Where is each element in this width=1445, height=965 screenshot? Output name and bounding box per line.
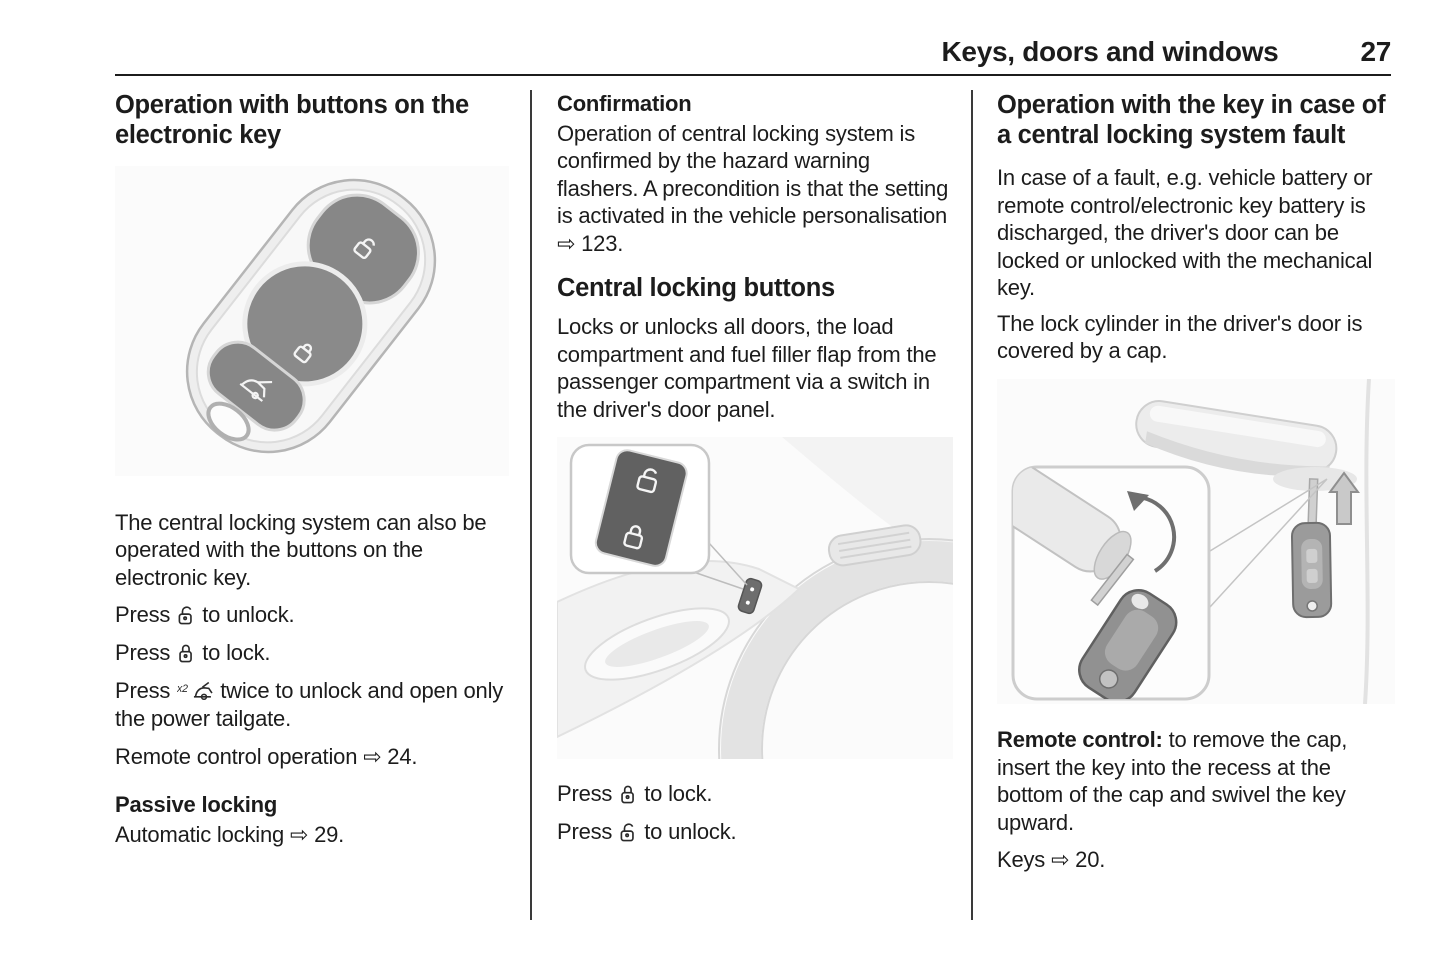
figure-electronic-key — [115, 166, 509, 476]
instruction-press-lock: Press to lock. — [115, 640, 271, 665]
unlock-icon — [619, 821, 637, 843]
column-middle — [557, 90, 957, 846]
reference-remote-control: Remote control operation ⇨ 24. — [115, 744, 418, 769]
section-heading: Operation with buttons on the electronic key — [115, 91, 469, 149]
lock-icon — [619, 783, 637, 805]
instruction-press-lock: Press to lock. — [557, 780, 713, 806]
body-paragraph: In case of a fault, e.g. vehicle battery or remote control/electronic key battery is discharged, the driver's door can be locked or unlocked with the mechanical key. — [997, 165, 1373, 300]
reference-keys: Keys ⇨ 20. — [997, 847, 1106, 872]
body-paragraph: The lock cylinder in the driver's door is covered by a cap. — [997, 310, 1363, 363]
body-paragraph: Operation of central locking system is confirmed by the hazard warning flashers. A precondition is that the setting is activated in the vehicle personalisation ⇨ 123. — [557, 120, 949, 256]
column-left — [115, 90, 513, 848]
page-number: 27 — [1360, 36, 1391, 67]
figure-central-locking-switch — [557, 437, 953, 759]
body-paragraph: Remote control: to remove the cap, insert the key into the recess at the bottom of the cap and swivel the key upward. — [997, 727, 1348, 835]
instruction-press-tailgate: Press x2 twice to unlock and open only the power tailgate. — [115, 678, 504, 731]
instruction-press-unlock: Press to unlock. — [557, 818, 737, 844]
lock-icon — [177, 642, 195, 664]
bold-lead: Remote control: — [997, 727, 1163, 752]
body-paragraph: The central locking system can also be operated with the buttons on the electronic key. — [115, 509, 487, 590]
subsection-heading: Passive locking — [115, 792, 278, 817]
column-divider — [530, 90, 532, 920]
subsection-heading: Confirmation — [557, 91, 692, 116]
tailgate-x2-icon — [177, 680, 213, 702]
figure-door-handle-key — [997, 379, 1395, 704]
section-heading: Central locking buttons — [557, 274, 835, 302]
reference-automatic-locking: Automatic locking ⇨ 29. — [115, 821, 345, 847]
header-rule — [115, 74, 1391, 76]
column-right — [997, 90, 1394, 874]
body-paragraph: Locks or unlocks all doors, the load compartment and fuel filler flap from the passenger compartment via a switch in the driver's door panel. — [557, 314, 937, 422]
chapter-title: Keys, doors and windows — [941, 36, 1279, 67]
section-heading: Operation with the key in case of a central locking system fault — [997, 91, 1386, 149]
page-header — [115, 38, 1391, 66]
column-divider — [971, 90, 973, 920]
instruction-press-unlock: Press to unlock. — [115, 602, 295, 627]
unlock-icon — [177, 604, 195, 626]
svg-text:x2: x2 — [177, 683, 188, 696]
